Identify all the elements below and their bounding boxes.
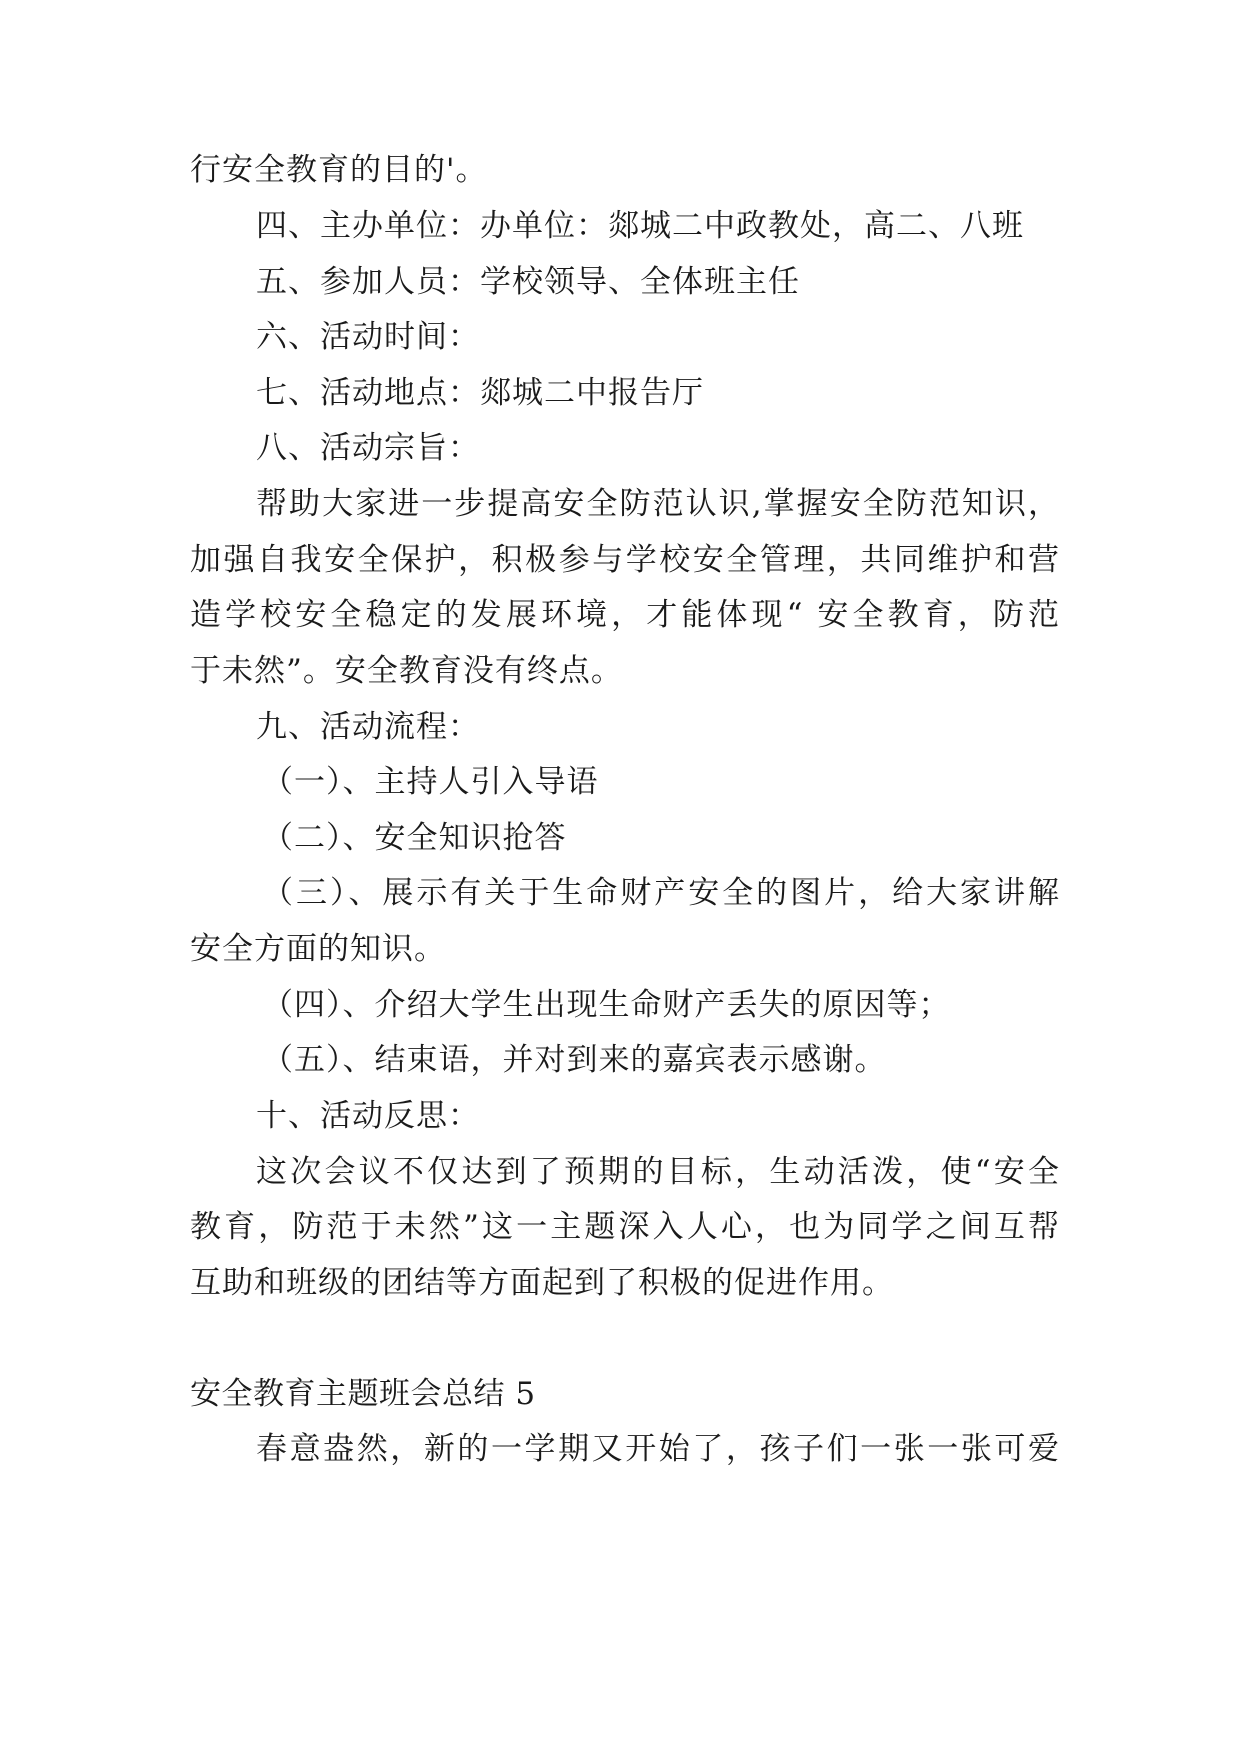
text-line: 十、活动反思： [256,1098,480,1134]
text-line: 帮助大家进一步提高安全防范认识,掌握安全防范知识， [256,486,1060,522]
text-line: 八、活动宗旨： [256,430,480,466]
text-line: 七、活动地点：郯城二中报告厅 [256,375,704,411]
text-line: 教育，防范于未然”这一主题深入人心，也为同学之间互帮 [190,1209,1060,1245]
text-line: （四）、介绍大学生出现生命财产丢失的原因等； [262,987,951,1023]
text-line: 五、参加人员：学校领导、全体班主任 [256,264,800,300]
text-line: （五）、结束语，并对到来的嘉宾表示感谢。 [262,1042,887,1078]
section-heading: 安全教育主题班会总结 5 [190,1376,536,1412]
text-line: 春意盎然，新的一学期又开始了，孩子们一张一张可爱 [256,1431,1060,1467]
text-line: （一）、主持人引入导语 [262,764,599,800]
text-line: 九、活动流程： [256,709,480,745]
text-line: 加强自我安全保护，积极参与学校安全管理，共同维护和营 [190,542,1060,578]
text-line: 这次会议不仅达到了预期的目标，生动活泼，使“安全 [256,1154,1060,1190]
text-line: 于未然”。安全教育没有终点。 [190,653,623,689]
text-line: 行安全教育的目的'。 [190,152,488,188]
text-line: 六、活动时间： [256,319,480,355]
text-line: 造学校安全稳定的发展环境，才能体现“ 安全教育，防范 [190,597,1060,633]
text-line: （三）、展示有关于生命财产安全的图片，给大家讲解 [262,875,1060,911]
text-line: 互助和班级的团结等方面起到了积极的促进作用。 [190,1265,894,1301]
text-line: 四、主办单位：办单位：郯城二中政教处，高二、八班 [256,208,1024,244]
text-line: （二）、安全知识抢答 [262,820,567,856]
text-line: 安全方面的知识。 [190,931,446,967]
